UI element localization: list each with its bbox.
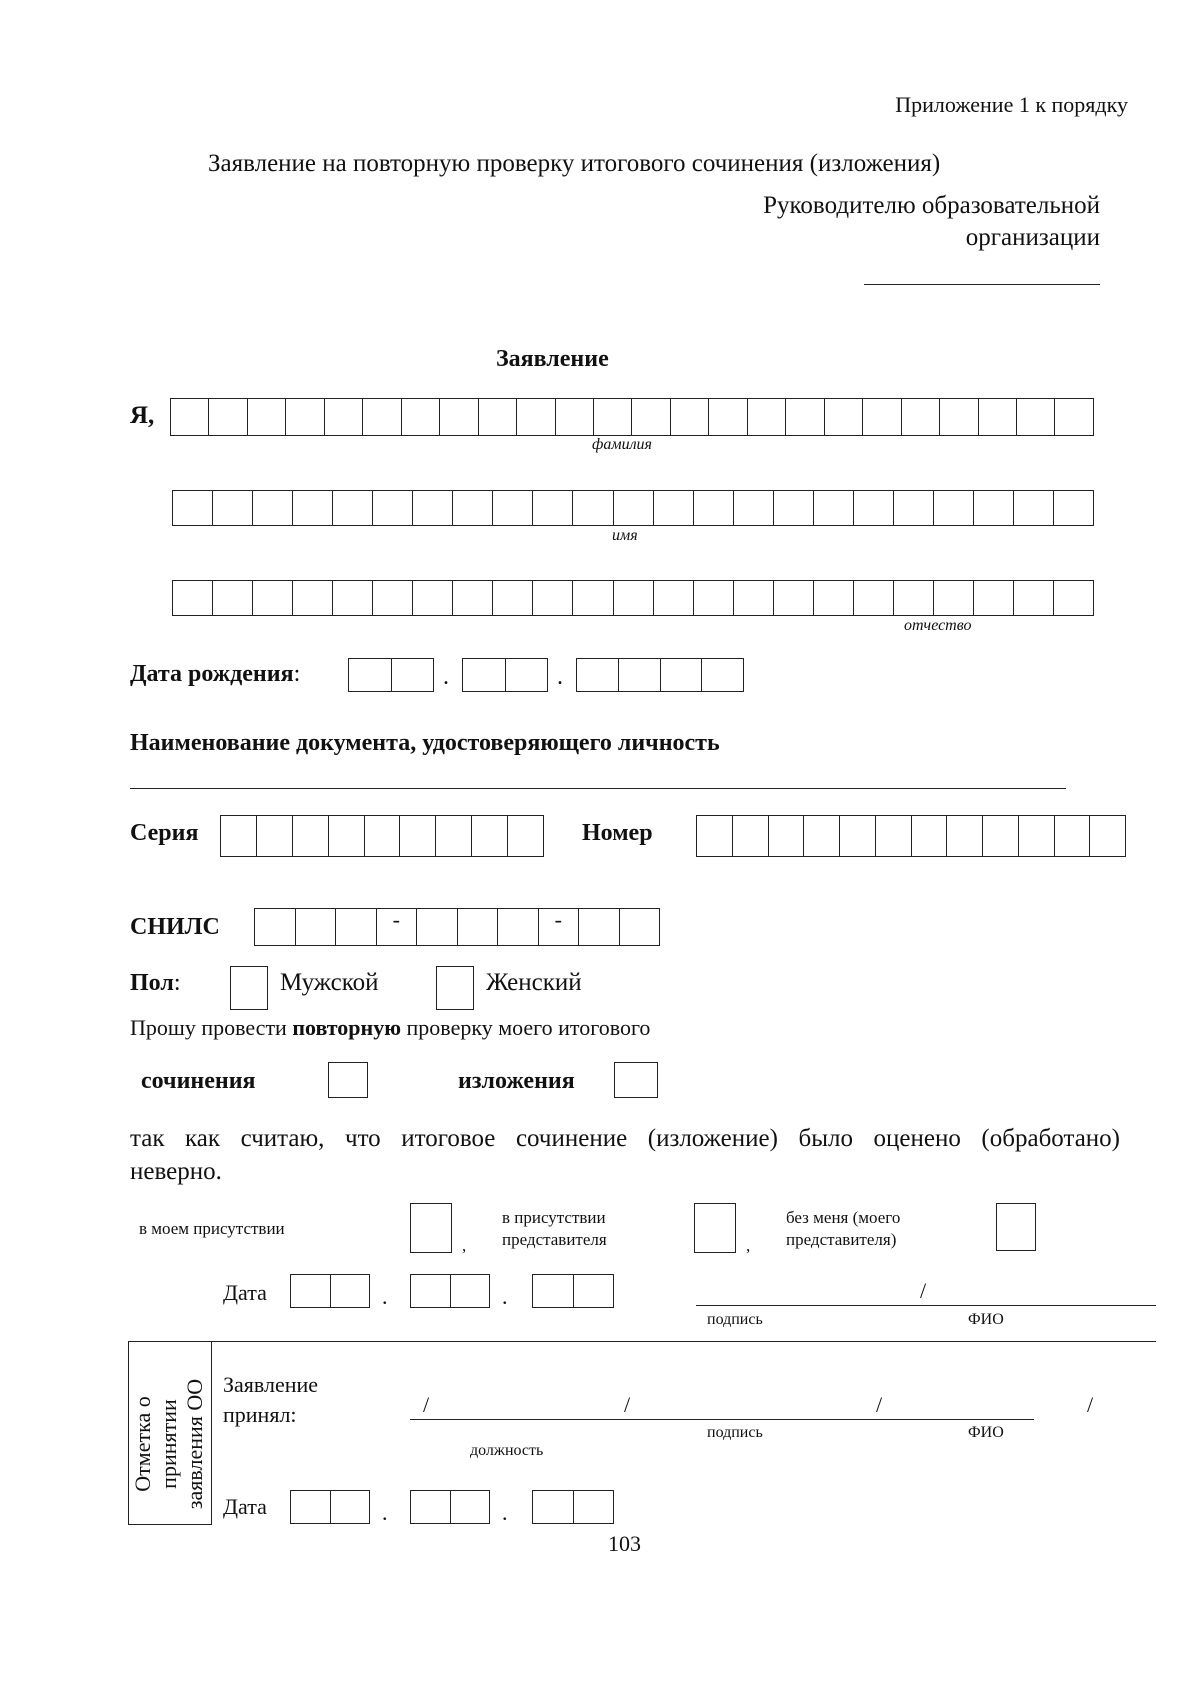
snils-dash-2: - [539, 909, 580, 945]
request-prefix: Прошу провести [130, 1015, 293, 1040]
applicant-date-year[interactable] [532, 1274, 614, 1308]
ya-label: Я, [130, 402, 155, 429]
presence-self-label: в моем присутствии [139, 1219, 285, 1238]
essay-option-label: сочинения [141, 1068, 256, 1094]
sex-male-checkbox[interactable] [230, 966, 268, 1010]
acceptance-slash-2: / [624, 1392, 631, 1417]
accepted-line-2: принял: [223, 1402, 297, 1427]
acceptance-slash-1: / [423, 1392, 430, 1417]
acceptance-date-year[interactable] [532, 1490, 614, 1524]
accepted-by-label [223, 1370, 318, 1430]
sex-male-label: Мужской [280, 969, 379, 996]
acceptance-date-dot-1: . [382, 1500, 388, 1525]
presence-none-label [786, 1207, 900, 1251]
reason-line-2: неверно. [130, 1158, 222, 1185]
presence-comma-1: , [462, 1236, 467, 1255]
presence-comma-2: , [746, 1236, 751, 1255]
applicant-signature-caption: подпись [707, 1311, 763, 1328]
presence-rep-line-2: представителя [502, 1230, 607, 1249]
snils-dash-1: - [377, 909, 418, 945]
applicant-date-month[interactable] [410, 1274, 490, 1308]
presence-none-line-2: представителя) [786, 1230, 897, 1249]
acceptance-date-dot-2: . [502, 1500, 508, 1525]
applicant-date-day[interactable] [290, 1274, 370, 1308]
acceptance-side-line-2: принятии [156, 1399, 181, 1489]
birth-month-field[interactable] [462, 658, 548, 692]
applicant-date-dot-1: . [382, 1284, 388, 1309]
name-field[interactable] [172, 490, 1094, 526]
snils-field[interactable] [254, 908, 660, 946]
birth-date-label-wrap [130, 661, 300, 688]
name-caption: имя [612, 527, 638, 544]
presence-rep-label [502, 1207, 607, 1251]
patronymic-field[interactable] [172, 580, 1094, 616]
acceptance-side-line-3: заявления ОО [182, 1378, 207, 1510]
applicant-date-label: Дата [223, 1280, 267, 1305]
surname-field[interactable] [170, 398, 1094, 436]
sex-label: Пол [130, 970, 174, 996]
summary-option-label: изложения [458, 1068, 575, 1094]
patronymic-caption: отчество [904, 617, 972, 634]
sex-label-wrap [130, 970, 181, 997]
appendix-note: Приложение 1 к порядку [895, 92, 1128, 117]
acceptance-top-border [128, 1341, 1156, 1342]
applicant-signature-line[interactable] [696, 1305, 1156, 1306]
presence-none-line-1: без меня (моего [786, 1208, 901, 1227]
summary-option-checkbox[interactable] [614, 1062, 658, 1098]
presence-rep-line-1: в присутствии [502, 1208, 606, 1227]
acceptance-date-month[interactable] [410, 1490, 490, 1524]
addressee-line-2: организации [965, 224, 1100, 251]
addressee-line-1: Руководителю образовательной [763, 192, 1100, 219]
birth-day-field[interactable] [348, 658, 434, 692]
number-label: Номер [582, 820, 653, 846]
series-field[interactable] [220, 815, 544, 857]
sex-female-checkbox[interactable] [436, 966, 474, 1010]
form-heading: Заявление [496, 346, 609, 372]
acceptance-signature-line[interactable] [410, 1419, 1034, 1420]
applicant-fio-caption: ФИО [968, 1311, 1004, 1328]
applicant-sign-slash: / [920, 1278, 927, 1303]
acceptance-slash-3: / [876, 1392, 883, 1417]
snils-label: СНИЛС [130, 914, 220, 940]
acceptance-signature-caption: подпись [707, 1424, 763, 1441]
applicant-date-dot-2: . [502, 1284, 508, 1309]
id-document-line[interactable] [130, 788, 1066, 789]
document-title: Заявление на повторную проверку итогового сочинения (изложения) [208, 150, 941, 177]
birth-date-label: Дата рождения [130, 661, 294, 687]
acceptance-fio-caption: ФИО [968, 1424, 1004, 1441]
birth-year-field[interactable] [576, 658, 744, 692]
birth-date-dot-2: . [557, 664, 563, 690]
request-text [130, 1015, 650, 1041]
presence-self-checkbox[interactable] [410, 1203, 452, 1253]
acceptance-side-line-1: Отметка о [130, 1396, 155, 1492]
birth-date-colon: : [293, 661, 301, 687]
acceptance-slash-4: / [1087, 1392, 1094, 1417]
request-suffix: проверку моего итогового [401, 1015, 651, 1040]
essay-option-checkbox[interactable] [328, 1062, 368, 1098]
sex-colon: : [173, 970, 181, 996]
acceptance-date-label: Дата [223, 1494, 267, 1519]
acceptance-date-day[interactable] [290, 1490, 370, 1524]
request-bold: повторную [292, 1015, 402, 1040]
presence-none-checkbox[interactable] [996, 1203, 1036, 1251]
sex-female-label: Женский [486, 969, 582, 996]
acceptance-position-caption: должность [470, 1442, 544, 1459]
reason-line-1: так как считаю, что итоговое сочинение (изложение) было оценено (обработано) [130, 1125, 1120, 1152]
series-label: Серия [130, 820, 199, 846]
accepted-line-1: Заявление [223, 1372, 319, 1397]
birth-date-dot-1: . [443, 664, 449, 690]
id-document-label: Наименование документа, удостоверяющего личность [130, 730, 720, 756]
acceptance-side-label [130, 1354, 210, 1534]
presence-rep-checkbox[interactable] [694, 1203, 736, 1253]
page-number: 103 [608, 1531, 641, 1556]
number-field[interactable] [696, 815, 1126, 857]
addressee-name-line[interactable] [864, 284, 1100, 285]
surname-caption: фамилия [592, 436, 652, 453]
